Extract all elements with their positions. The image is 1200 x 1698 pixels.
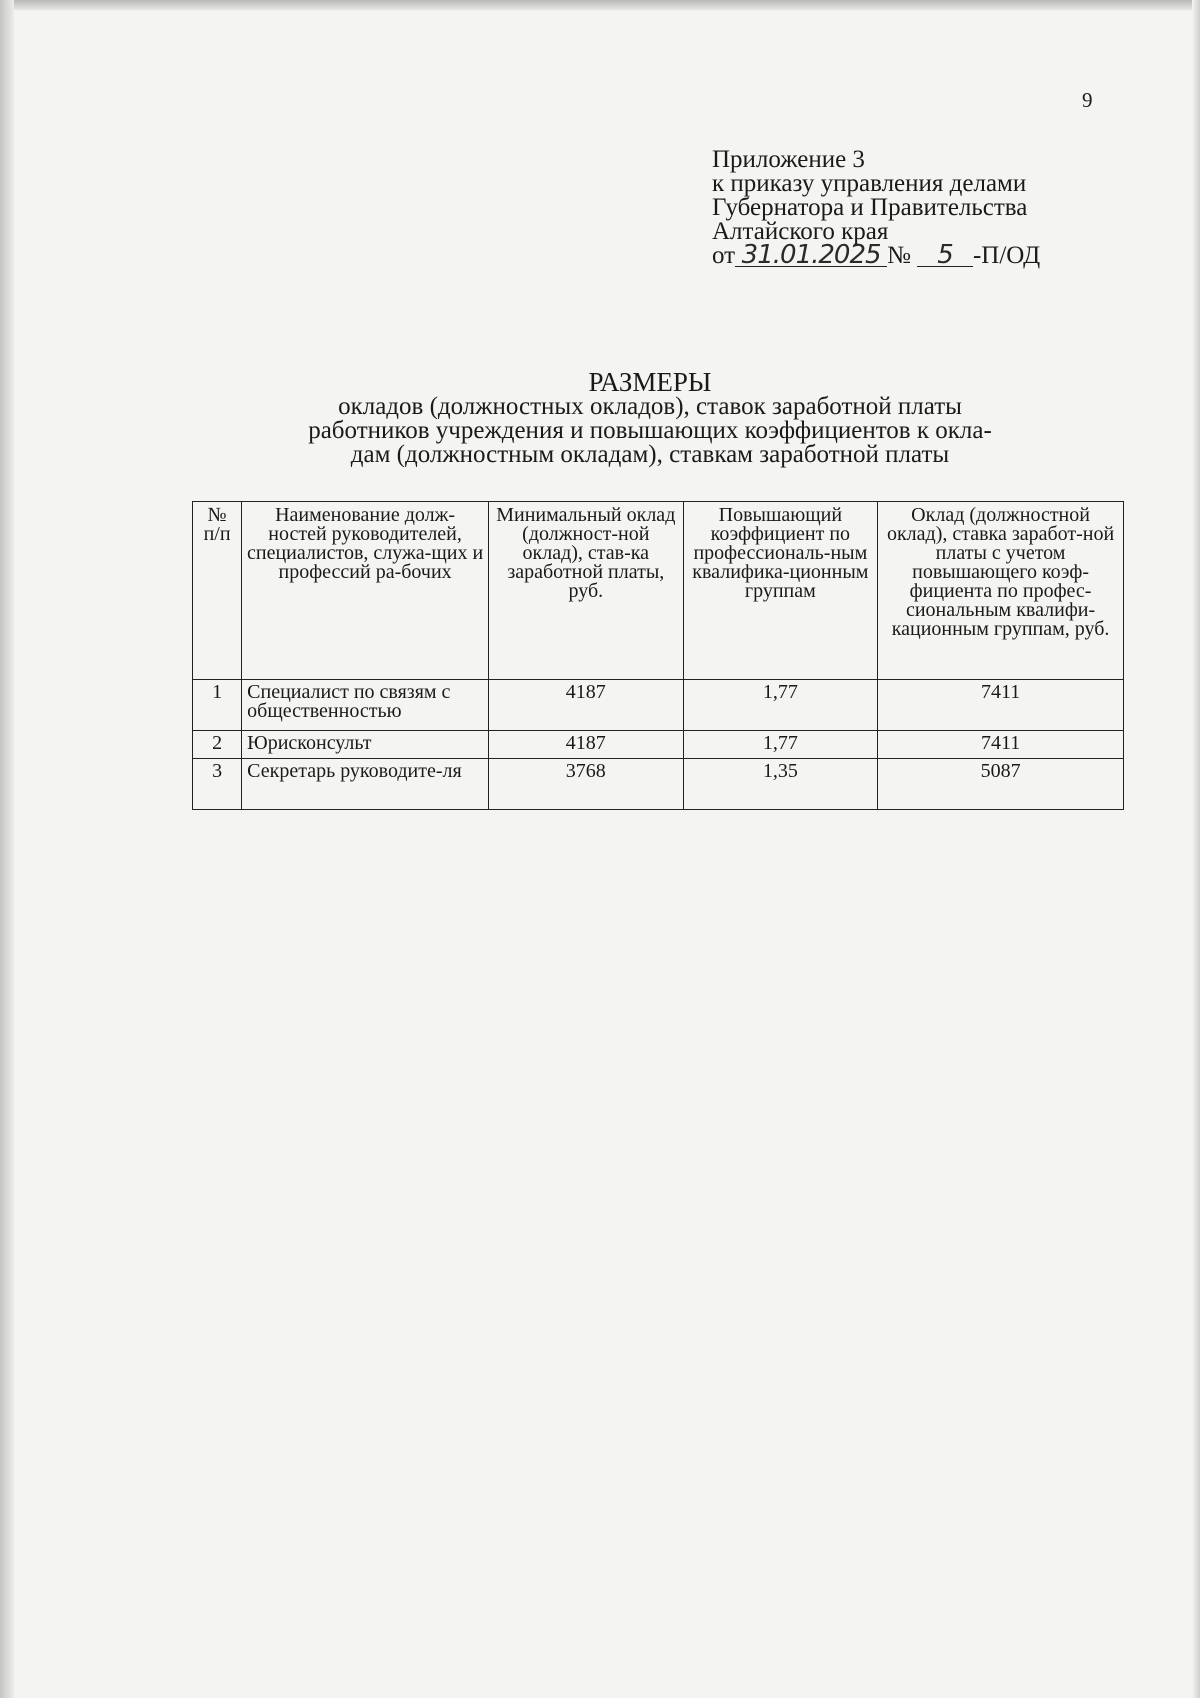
- number-sign: №: [887, 242, 911, 269]
- title-line: дам (должностным окладам), ставкам заработной платы: [350, 441, 950, 468]
- header-position-name: Наименование долж-ностей руководителей, специалистов, служа-щих и профессий ра-бочих: [242, 502, 489, 680]
- appendix-block: [712, 148, 1092, 268]
- scan-edge-left: [0, 0, 14, 1698]
- order-line: [712, 240, 1092, 270]
- header-total-salary: Оклад (должностной оклад), ставка заработ-ной платы с учетом повышающего коэф-фициента по профес-сиональным квалифи-кационным группам, руб.: [878, 502, 1124, 680]
- cell-min-salary: 3768: [489, 759, 684, 810]
- cell-min-salary: 4187: [489, 731, 684, 759]
- document-title: [250, 367, 1050, 468]
- salary-table: [192, 501, 1124, 810]
- header-number: № п/п: [193, 502, 242, 680]
- cell-number: 3: [193, 759, 242, 810]
- order-number-handwritten: 5: [917, 244, 973, 267]
- cell-min-salary: 4187: [489, 680, 684, 731]
- appendix-title: Приложение 3: [712, 146, 865, 173]
- cell-number: 2: [193, 731, 242, 759]
- header-min-salary: Минимальный оклад (должност-ной оклад), став-ка заработной платы, руб.: [489, 502, 684, 680]
- page-number: 9: [1082, 88, 1093, 112]
- order-date-handwritten: 31.01.2025: [735, 244, 887, 267]
- table-row: [193, 680, 1124, 731]
- cell-number: 1: [193, 680, 242, 731]
- cell-total-salary: 7411: [878, 731, 1124, 759]
- cell-coefficient: 1,35: [683, 759, 878, 810]
- scan-edge-right: [1192, 0, 1200, 1698]
- cell-position-name: Специалист по связям с общественностью: [242, 680, 489, 731]
- appendix-line: к приказу управления делами: [712, 170, 1027, 197]
- scan-edge-top: [0, 0, 1200, 10]
- order-suffix: -П/ОД: [972, 242, 1041, 269]
- cell-total-salary: 5087: [878, 759, 1124, 810]
- header-coefficient: Повышающий коэффициент по профессиональ-ным квалифика-ционным группам: [683, 502, 878, 680]
- table-row: [193, 731, 1124, 759]
- title-main: РАЗМЕРЫ: [588, 367, 712, 397]
- cell-position-name: Секретарь руководите-ля: [242, 759, 489, 810]
- appendix-line: Алтайского края: [712, 218, 889, 245]
- cell-coefficient: 1,77: [683, 680, 878, 731]
- title-line: окладов (должностных окладов), ставок заработной платы: [338, 393, 962, 420]
- table-row: [193, 759, 1124, 810]
- appendix-line: Губернатора и Правительства: [712, 194, 1028, 221]
- title-line: работников учреждения и повышающих коэффициентов к окла-: [308, 417, 992, 444]
- order-prefix: от: [712, 242, 736, 269]
- table-header-row: [193, 502, 1124, 680]
- cell-total-salary: 7411: [878, 680, 1124, 731]
- cell-position-name: Юрисконсульт: [242, 731, 489, 759]
- cell-coefficient: 1,77: [683, 731, 878, 759]
